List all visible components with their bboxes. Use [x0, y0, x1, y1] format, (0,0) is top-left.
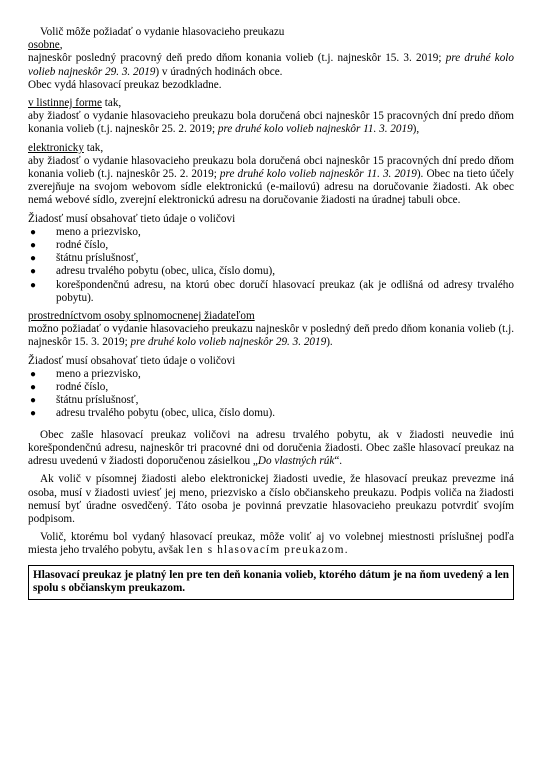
section-in-person: osobne, [28, 39, 63, 52]
section-text: najneskôr posledný pracovný deň predo dňom konania volieb (t.j. najneskôr 15. 3. 2019; pre druhé kolo volieb najneskôr 29. 3. 2019) v úradných hodinách obce. [28, 52, 515, 78]
list-item: ● meno a priezvisko, [30, 225, 141, 238]
section-text: Obec vydá hlasovací preukaz bezodkladne. [28, 78, 222, 91]
list-item: ● meno a priezvisko, [30, 367, 141, 380]
section-authorized-person [28, 310, 514, 323]
section-electronic: elektronicky tak, [28, 141, 104, 154]
bullet-icon: ● [30, 226, 37, 238]
voting-paragraph: Volič, ktorému bol vydaný hlasovací preukaz, môže voliť aj vo volebnej miestnosti príslušnej podľa miesta jeho trvalého pobytu, avšak len s hlasovacím preukazom. [28, 531, 514, 557]
section-text: aby žiadosť o vydanie hlasovacieho preukazu bola doručená obci najneskôr 15 pracovných dní predo dňom konania volieb (t.j. najneskôr 25. 2. 2019; pre druhé kolo volieb najneskôr 11. 3. 2019). Obec na tieto účely zverejňuje na svojom webovom sídle elektronickú (e-mailovú) adresu na doručovanie žiadosti. Ak obec nemá webové sídlo, zverejní elektronickú adresu na doručovanie žiadosti na úradnej tabuli obce. [28, 154, 514, 207]
bullet-icon: ● [30, 240, 37, 252]
list-item: ● rodné číslo, [30, 381, 109, 394]
list-item: ● adresu trvalého pobytu (obec, ulica, číslo domu). [30, 407, 276, 420]
bullet-icon: ● [30, 408, 37, 420]
bullet-icon: ● [30, 253, 37, 265]
section-heading: prostredníctvom osoby splnomocnenej žiadateľom [28, 310, 255, 323]
bullet-icon: ● [30, 266, 37, 278]
document-page [28, 26, 514, 600]
document-title: Volič môže požiadať o vydanie hlasovacieho preukazu [40, 26, 285, 38]
list-item: ● adresu trvalého pobytu (obec, ulica, číslo domu), [30, 265, 276, 278]
bullet-icon: ● [30, 395, 37, 407]
bullet-icon: ● [30, 368, 37, 380]
list-intro: Žiadosť musí obsahovať tieto údaje o voličovi [28, 354, 236, 367]
bullet-icon: ● [30, 382, 37, 394]
list-item: ● štátnu príslušnosť, [30, 394, 139, 407]
delivery-paragraph: Obec zašle hlasovací preukaz voličovi na adresu trvalého pobytu, ak v žiadosti neuvedie inú korešpondenčnú adresu, najneskôr tri pracovné dni od doručenia žiadosti. Obec zašle hlasovací preukaz na adresu uvedenú v žiadosti doporučenou zásielkou „Do vlastných rúk“. [28, 428, 514, 468]
section-heading: v listinnej forme [28, 97, 102, 110]
list-item: ● korešpondenčnú adresu, na ktorú obec doručí hlasovací preukaz (ak je odlišná od adresy trvalého pobytu). [30, 278, 514, 304]
proxy-paragraph: Ak volič v písomnej žiadosti alebo elektronickej žiadosti uvedie, že hlasovací preukaz prevezme iná osoba, musí v žiadosti uviesť jej meno, priezvisko a číslo občianskeho preukazu. Podpis voliča na žiadosti nemusí byť úradne osvedčený. Táto osoba je povinná prevzatie hlasovacieho preukazu potvrdiť svojím podpisom. [28, 473, 514, 525]
section-heading: osobne [28, 39, 60, 52]
validity-notice: Hlasovací preukaz je platný len pre ten deň konania volieb, ktorého dátum je na ňom uvedený a len spolu s občianskym preukazom. [28, 565, 514, 600]
required-data-list [28, 368, 514, 421]
section-text: aby žiadosť o vydanie hlasovacieho preukazu bola doručená obci najneskôr 15 pracovných dní predo dňom konania volieb (t.j. najneskôr 25. 2. 2019; pre druhé kolo volieb najneskôr 11. 3. 2019), [28, 110, 514, 136]
section-text: možno požiadať o vydanie hlasovacieho preukazu najneskôr v posledný deň predo dňom konania volieb (t.j. najneskôr 15. 3. 2019; pre druhé kolo volieb najneskôr 29. 3. 2019). [28, 323, 514, 349]
required-data-list [28, 226, 514, 305]
section-paper-form: v listinnej forme tak, [28, 97, 122, 110]
bullet-icon: ● [30, 279, 37, 291]
list-intro: Žiadosť musí obsahovať tieto údaje o voličovi [28, 212, 236, 225]
list-item: ● rodné číslo, [30, 239, 109, 252]
list-item: ● štátnu príslušnosť, [30, 252, 139, 265]
section-heading: elektronicky [28, 141, 84, 154]
